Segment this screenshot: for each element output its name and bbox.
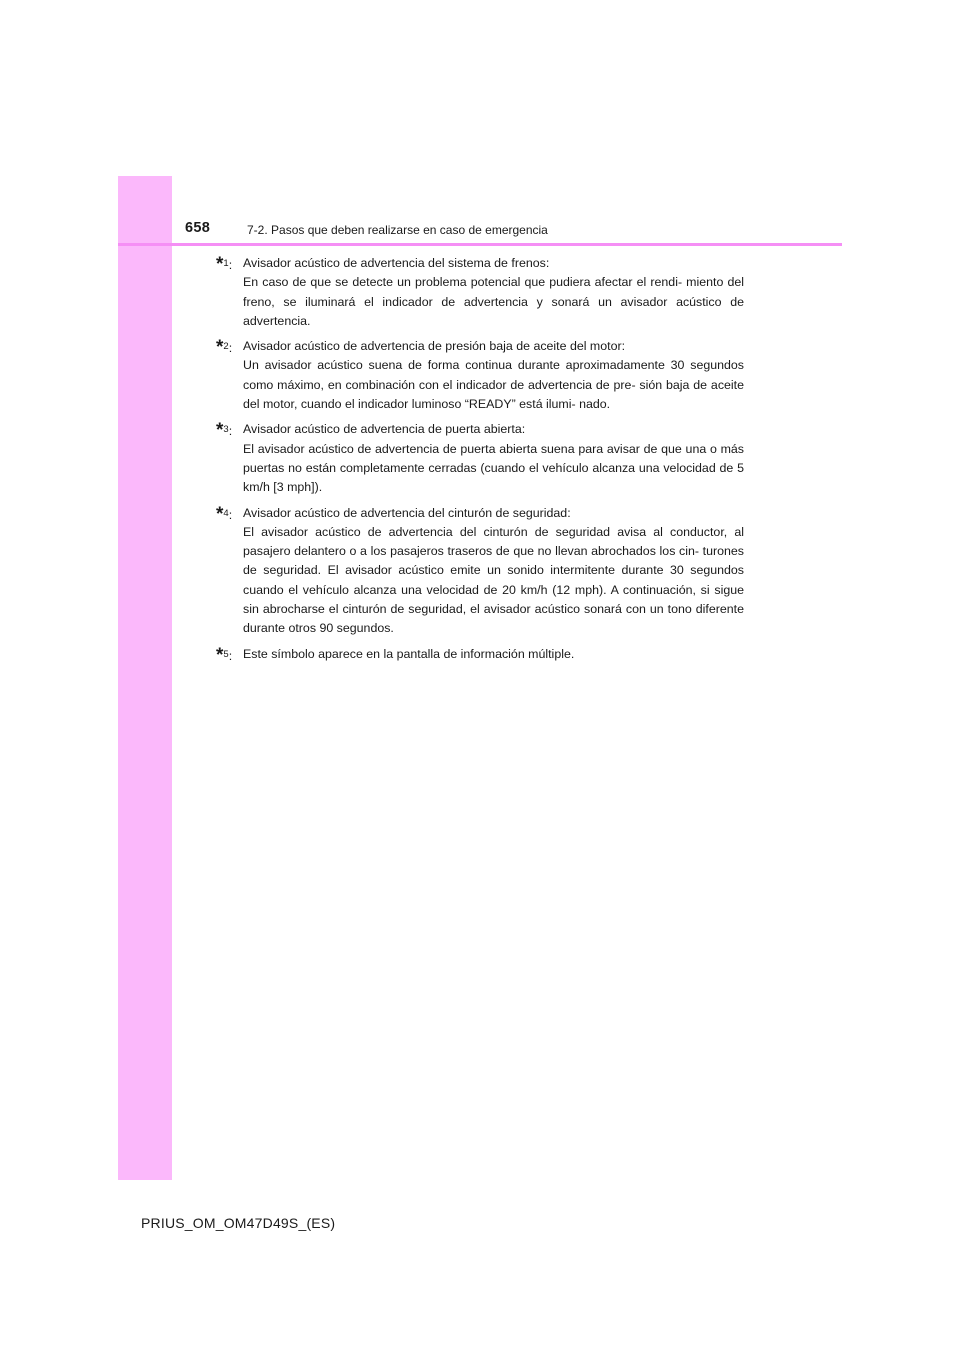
footnote-3 — [216, 420, 744, 497]
footnote-marker: *$^5$: — [216, 644, 233, 666]
footnote-number: 1 — [223, 258, 229, 269]
footnote-body: En caso de que se detecte un problema potencial que pudiera afectar el rendi- miento del freno, se iluminará el indicador de advertencia y sonará un avisador acústico de advertencia. — [243, 275, 744, 328]
footnote-marker: *$^4$: — [216, 503, 233, 525]
footnote-number: 3 — [223, 424, 229, 436]
footnote-4 — [216, 504, 744, 639]
footnote-title: Avisador acústico de advertencia de puerta abierta: — [243, 422, 526, 437]
footnote-body: El avisador acústico de advertencia de puerta abierta suena para avisar de que una o más puertas no están completamente cerradas (cuando el vehículo alcanza una velocidad de 5 km/h [3 mph]). — [243, 441, 744, 495]
footnote-number: 5 — [223, 648, 229, 660]
footnote-marker: *$^3$: — [216, 420, 233, 442]
footnote-number: 4 — [223, 507, 229, 519]
footnote-body: El avisador acústico de advertencia del cinturón de seguridad avisa al conductor, al pasajero delantero o a los pasajeros traseros de que no llevan abrochados los cin- turones de seguridad. El avisador acústico emite un sonido intermitente durante 30 segundos cuando el vehículo alcanza una velocidad de 20 km/h (12 mph). A continuación, si sigue sin abrocharse el cinturón de seguridad, el avisador acústico sonará con un tono diferente durante otros 90 segundos. — [243, 524, 744, 636]
section-title: 7-2. Pasos que deben realizarse en caso de emergencia — [247, 223, 548, 237]
asterisk-symbol: * — [216, 254, 224, 275]
asterisk-symbol: * — [216, 337, 224, 359]
footnote-2 — [216, 337, 744, 414]
footnote-body: Un avisador acústico suena de forma continua durante aproximadamente 30 segundos como máximo, en combinación con el indicador de advertencia de pre- sión baja de aceite del motor, cuando el indicador luminoso “READY” está ilumi- nado. — [243, 358, 744, 412]
footnote-title: Avisador acústico de advertencia del cinturón de seguridad: — [243, 505, 571, 520]
asterisk-symbol: * — [216, 420, 224, 442]
footnote-1 — [216, 254, 744, 331]
footnote-number: 2 — [223, 341, 229, 353]
footnote-title: Avisador acústico de advertencia del sistema de frenos: — [243, 256, 550, 270]
footnote-5 — [216, 645, 744, 664]
page-number: 658 — [185, 220, 211, 236]
asterisk-symbol: * — [216, 503, 224, 525]
footnote-title: Avisador acústico de advertencia de presión baja de aceite del motor: — [243, 339, 626, 354]
document-code: PRIUS_OM_OM47D49S_(ES) — [141, 1215, 336, 1231]
header-divider — [118, 243, 842, 246]
asterisk-symbol: * — [216, 644, 224, 666]
footnote-title: Este símbolo aparece en la pantalla de información múltiple. — [243, 646, 575, 661]
section-color-band — [118, 176, 172, 1180]
footnote-marker: *$^1$: — [216, 254, 233, 275]
footnote-marker: *$^2$: — [216, 337, 233, 359]
footnotes-list — [216, 254, 744, 670]
